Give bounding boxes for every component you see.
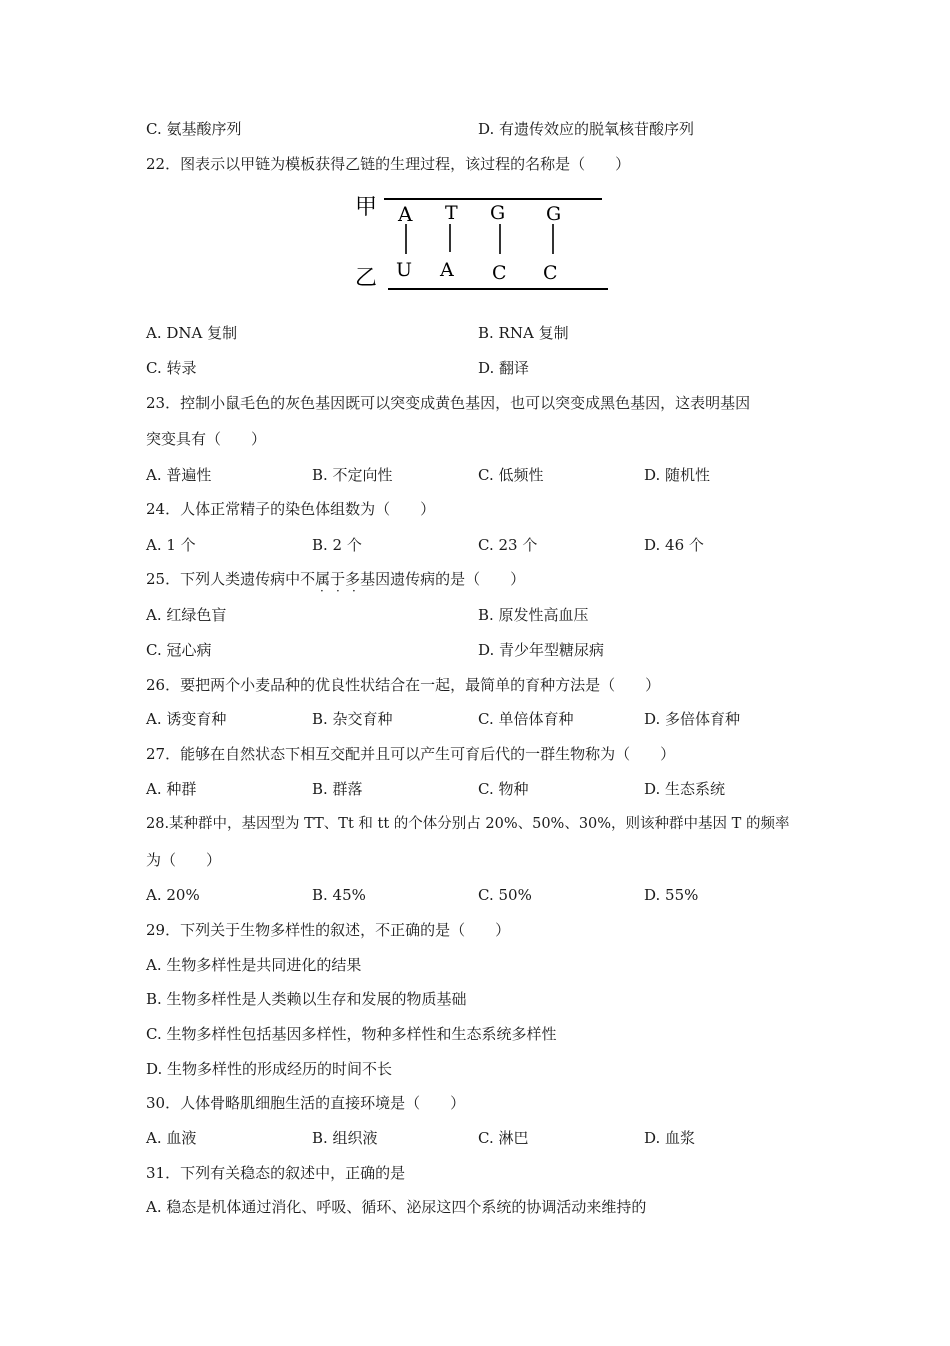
q22-stem: 22．图表示以甲链为模板获得乙链的生理过程，该过程的名称是（ ） — [146, 155, 631, 173]
q29-option-b: B. 生物多样性是人类赖以生存和发展的物质基础 — [146, 990, 467, 1008]
q28-option-a: A. 20% — [146, 886, 200, 904]
top-base: G — [490, 202, 506, 224]
q24-option-a: A. 1 个 — [146, 536, 196, 554]
q24-stem: 24．人体正常精子的染色体组数为（ ） — [146, 500, 436, 518]
q22-option-c: C. 转录 — [146, 359, 197, 377]
q30-stem: 30．人体骨略肌细胞生活的直接环境是（ ） — [146, 1094, 466, 1112]
q25-option-a: A. 红绿色盲 — [146, 606, 227, 624]
q23-option-c: C. 低频性 — [478, 466, 544, 484]
q21-option-d: D. 有遗传效应的脱氧核苷酸序列 — [478, 120, 695, 138]
q23-option-d: D. 随机性 — [644, 466, 711, 484]
q27-option-b: B. 群落 — [312, 780, 363, 798]
bottom-base: C — [492, 262, 507, 284]
q28-stem-line2: 为（ ） — [146, 851, 222, 869]
q22-option-b: B. RNA 复制 — [478, 324, 569, 342]
bottom-base: A — [440, 259, 454, 281]
q25-option-d: D. 青少年型糖尿病 — [478, 641, 605, 659]
q31-stem: 31．下列有关稳态的叙述中，正确的是 — [146, 1164, 406, 1182]
q30-option-a: A. 血液 — [146, 1129, 197, 1147]
q25-stem — [146, 569, 526, 598]
dna-rna-diagram — [340, 188, 620, 294]
q26-option-d: D. 多倍体育种 — [644, 710, 741, 728]
emphasis-dot: · — [320, 584, 324, 598]
q26-stem: 26．要把两个小麦品种的优良性状结合在一起，最简单的育种方法是（ ） — [146, 676, 661, 694]
q25-option-b: B. 原发性高血压 — [478, 606, 589, 624]
q22-option-d: D. 翻译 — [478, 359, 530, 377]
q25-stem-text: 25．下列人类遗传病中不属于多基因遗传病的是（ ） — [146, 570, 526, 588]
q28-stem-line1: 28.某种群中，基因型为 TT、Tt 和 tt 的个体分别占 20%、50%、30%，则该种群中基因 T 的频率 — [146, 816, 790, 832]
q27-option-c: C. 物种 — [478, 780, 529, 798]
q26-option-a: A. 诱变育种 — [146, 710, 227, 728]
strand-label-top: 甲 — [355, 195, 378, 220]
q21-option-c: C. 氨基酸序列 — [146, 120, 242, 138]
q26-option-c: C. 单倍体育种 — [478, 710, 574, 728]
bottom-base: U — [396, 259, 413, 281]
q27-option-a: A. 种群 — [146, 780, 197, 798]
q22-option-a: A. DNA 复制 — [146, 324, 238, 342]
q28-option-d: D. 55% — [644, 886, 699, 904]
q27-option-d: D. 生态系统 — [644, 780, 726, 798]
q29-stem: 29．下列关于生物多样性的叙述，不正确的是（ ） — [146, 921, 511, 939]
q25-option-c: C. 冠心病 — [146, 641, 212, 659]
q23-option-a: A. 普遍性 — [146, 466, 212, 484]
q23-option-b: B. 不定向性 — [312, 466, 393, 484]
q24-option-c: C. 23 个 — [478, 536, 538, 554]
q24-option-d: D. 46 个 — [644, 536, 704, 554]
q30-option-d: D. 血浆 — [644, 1129, 696, 1147]
q23-stem-line2: 突变具有（ ） — [146, 430, 267, 448]
bottom-base: C — [543, 262, 558, 284]
emphasis-dot: · — [352, 584, 356, 598]
q29-option-c: C. 生物多样性包括基因多样性，物种多样性和生态系统多样性 — [146, 1025, 557, 1043]
q30-option-b: B. 组织液 — [312, 1129, 378, 1147]
emphasis-dot: · — [336, 584, 340, 598]
q29-option-a: A. 生物多样性是共同进化的结果 — [146, 956, 362, 974]
top-base: G — [546, 203, 562, 225]
q27-stem: 27．能够在自然状态下相互交配并且可以产生可育后代的一群生物称为（ ） — [146, 745, 676, 763]
q29-option-d: D. 生物多样性的形成经历的时间不长 — [146, 1060, 393, 1078]
q31-option-a: A. 稳态是机体通过消化、呼吸、循环、泌尿这四个系统的协调活动来维持的 — [146, 1198, 647, 1216]
top-base: A — [398, 202, 413, 226]
q24-option-b: B. 2 个 — [312, 536, 362, 554]
q26-option-b: B. 杂交育种 — [312, 710, 393, 728]
q30-option-c: C. 淋巴 — [478, 1129, 529, 1147]
q28-option-c: C. 50% — [478, 886, 532, 904]
q23-stem-line1: 23．控制小鼠毛色的灰色基因既可以突变成黄色基因，也可以突变成黑色基因，这表明基因 — [146, 394, 751, 412]
top-base: T — [445, 202, 458, 224]
q28-option-b: B. 45% — [312, 886, 366, 904]
strand-label-bottom: 乙 — [355, 266, 378, 291]
